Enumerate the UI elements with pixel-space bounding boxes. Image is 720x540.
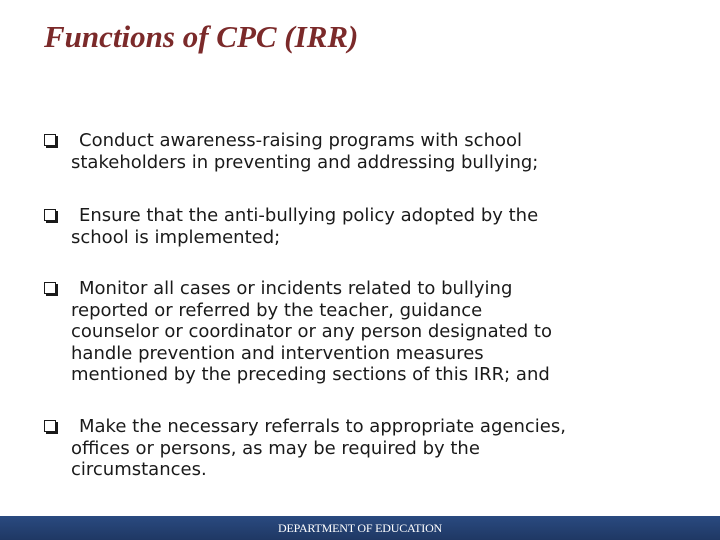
footer-text: DEPARTMENT OF EDUCATION (277, 521, 443, 535)
footer-bar (0, 516, 720, 540)
checkbox-bullet-icon (44, 420, 56, 432)
bullet-text: Conduct awareness-raising programs with school stakeholders in preventing and addressing bullying; (71, 130, 539, 173)
bullet-item (44, 278, 694, 386)
bullet-item (44, 416, 694, 481)
bullet-item (44, 205, 694, 248)
checkbox-bullet-icon (44, 209, 56, 221)
bullet-item (44, 130, 694, 173)
slide-title: Functions of CPC (IRR) (44, 19, 359, 54)
checkbox-bullet-icon (44, 282, 56, 294)
bullet-text: Ensure that the anti-bullying policy adopted by the school is implemented; (71, 205, 539, 248)
bullet-text: Monitor all cases or incidents related to bullying reported or referred by the teacher, guidance counselor or coordinator or any person designated to handle prevention and intervention measures mentioned by the preceding sections of this IRR; and (71, 278, 552, 385)
bullet-text: Make the necessary referrals to appropriate agencies, offices or persons, as may be required by the circumstances. (71, 416, 566, 480)
checkbox-bullet-icon (44, 134, 56, 146)
